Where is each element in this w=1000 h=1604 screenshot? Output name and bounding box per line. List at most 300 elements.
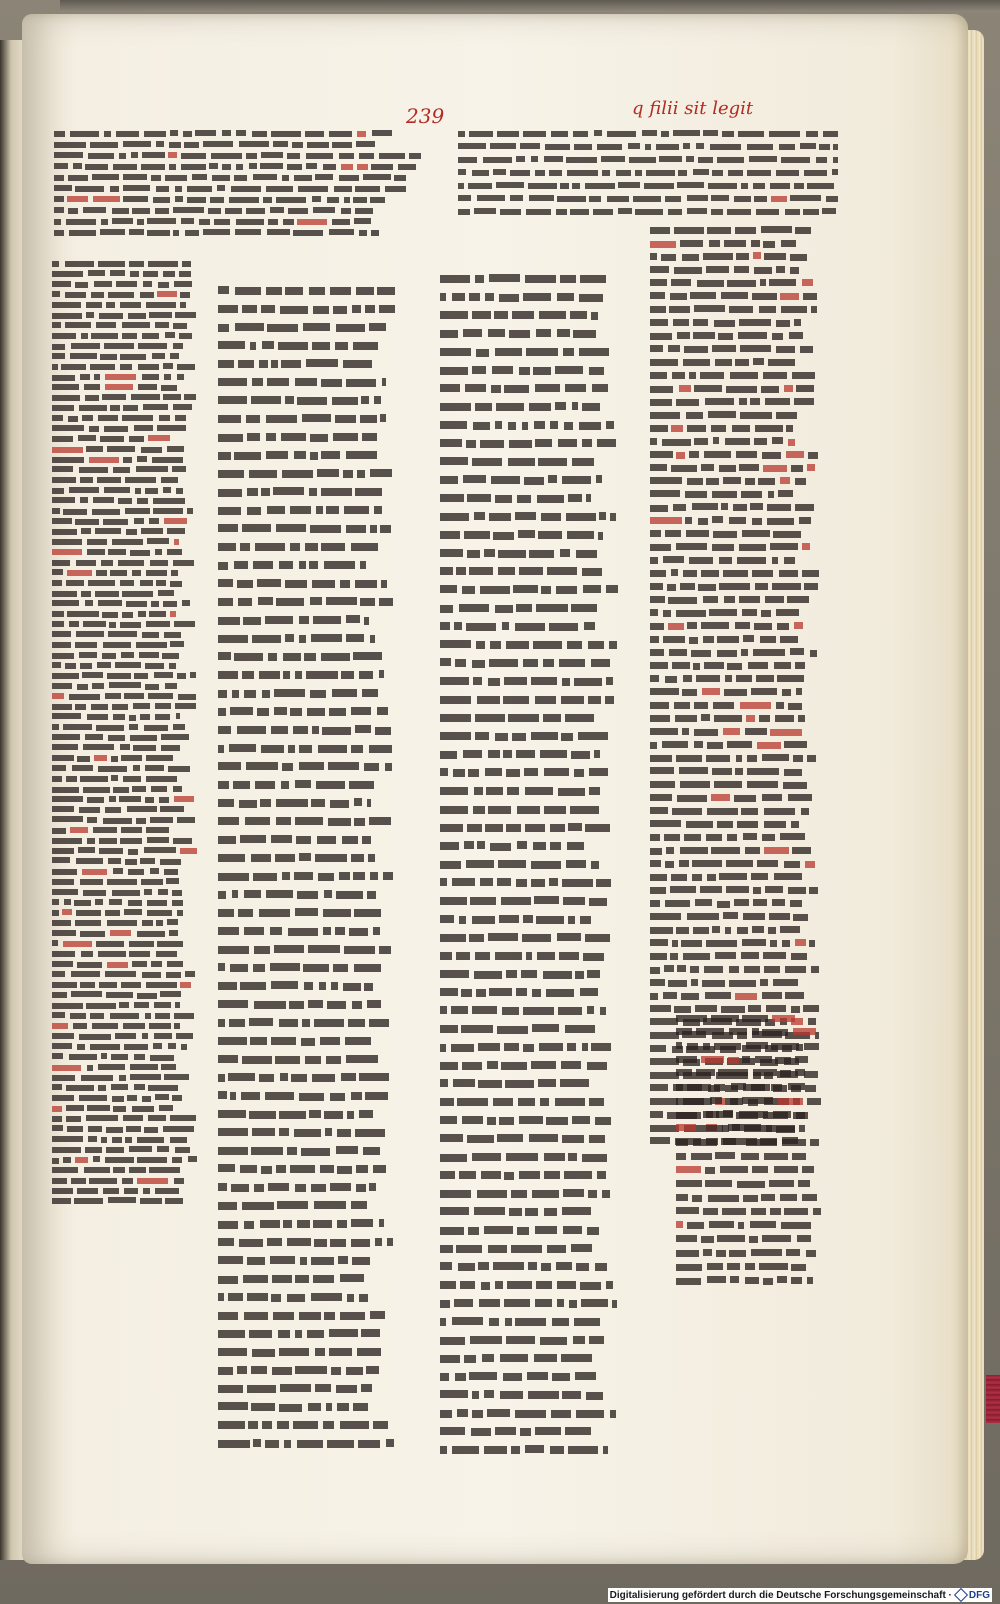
text-line-segment bbox=[440, 915, 454, 923]
text-line-segment bbox=[118, 560, 145, 566]
text-line-segment bbox=[693, 927, 709, 934]
text-line-segment bbox=[507, 1281, 532, 1289]
text-line-segment bbox=[218, 1385, 243, 1393]
text-line-segment bbox=[702, 980, 725, 987]
text-line-segment bbox=[69, 694, 100, 700]
text-line-segment bbox=[126, 601, 148, 607]
text-line-segment bbox=[367, 1000, 380, 1008]
text-line-segment bbox=[229, 1019, 245, 1027]
text-line-segment bbox=[727, 1263, 740, 1270]
text-line-segment bbox=[539, 311, 566, 319]
text-line-segment bbox=[704, 662, 724, 669]
text-line-segment bbox=[304, 653, 316, 661]
text-line-segment bbox=[156, 186, 169, 192]
text-line-segment bbox=[786, 1249, 800, 1256]
text-line-segment bbox=[177, 364, 195, 370]
text-line-segment bbox=[330, 1093, 345, 1101]
text-line-segment bbox=[282, 470, 313, 478]
text-line-segment bbox=[567, 641, 582, 649]
text-line-segment bbox=[584, 622, 596, 630]
text-line-segment bbox=[355, 1129, 385, 1137]
text-line-segment bbox=[113, 1167, 125, 1173]
text-line-segment bbox=[597, 439, 615, 447]
text-line-segment bbox=[52, 1084, 62, 1090]
text-line-segment bbox=[463, 750, 482, 758]
text-line-segment bbox=[440, 1300, 450, 1308]
text-line-segment bbox=[573, 1336, 585, 1344]
text-line-segment bbox=[591, 1043, 611, 1051]
text-line-segment bbox=[750, 503, 763, 510]
text-line-segment bbox=[312, 1074, 335, 1082]
text-line-segment bbox=[519, 367, 530, 375]
text-line-segment bbox=[687, 478, 704, 485]
text-line-segment bbox=[218, 1312, 238, 1320]
text-line-segment bbox=[644, 183, 674, 189]
text-line-segment bbox=[522, 934, 551, 942]
text-line-segment bbox=[723, 912, 738, 919]
text-line-segment bbox=[52, 1023, 68, 1029]
text-line-segment bbox=[496, 403, 523, 411]
text-line-segment bbox=[311, 634, 343, 642]
text-line-segment bbox=[279, 1348, 310, 1356]
text-line-segment bbox=[711, 425, 727, 432]
text-line-segment bbox=[309, 561, 318, 569]
text-line-segment bbox=[785, 966, 806, 973]
text-line-segment bbox=[253, 561, 273, 569]
text-line-segment bbox=[715, 359, 732, 366]
text-line-segment bbox=[312, 726, 319, 734]
text-line-segment bbox=[703, 130, 718, 136]
dfg-logo-text: DFG bbox=[968, 1589, 990, 1601]
text-line-segment bbox=[218, 799, 234, 807]
text-line-segment bbox=[148, 1085, 178, 1091]
text-line-segment bbox=[237, 580, 253, 588]
text-line-segment bbox=[242, 1056, 272, 1064]
text-line-segment bbox=[516, 750, 535, 758]
text-line-segment bbox=[650, 464, 667, 471]
text-line-segment bbox=[484, 549, 495, 557]
text-line-segment bbox=[351, 854, 363, 862]
text-line-segment bbox=[752, 518, 763, 525]
text-line-segment bbox=[299, 1312, 321, 1320]
text-line-segment bbox=[804, 170, 827, 176]
text-line-segment bbox=[52, 1065, 81, 1071]
text-line-segment bbox=[310, 690, 326, 698]
text-line-segment bbox=[149, 611, 166, 617]
text-line-segment bbox=[567, 1043, 576, 1051]
text-line-segment bbox=[75, 920, 101, 926]
text-line-segment bbox=[81, 1075, 113, 1081]
text-line-segment bbox=[83, 890, 106, 896]
text-line-segment bbox=[382, 378, 386, 386]
text-line-segment bbox=[650, 636, 659, 643]
text-line-segment bbox=[574, 769, 584, 777]
text-line-segment bbox=[689, 451, 699, 458]
text-line-segment bbox=[717, 821, 733, 828]
text-line-segment bbox=[440, 842, 459, 850]
text-line-segment bbox=[380, 414, 385, 422]
text-line-segment bbox=[52, 591, 77, 597]
text-line-segment bbox=[489, 1318, 499, 1326]
text-line-segment bbox=[650, 794, 672, 801]
text-line-segment bbox=[306, 671, 337, 679]
text-line-segment bbox=[773, 979, 798, 986]
text-line-segment bbox=[94, 755, 106, 761]
text-line-segment bbox=[125, 477, 156, 483]
text-line-segment bbox=[440, 1337, 465, 1345]
text-line-segment bbox=[561, 1061, 581, 1069]
text-line-segment bbox=[52, 879, 74, 885]
text-line-segment bbox=[832, 169, 838, 175]
text-line-segment bbox=[115, 1033, 135, 1039]
text-line-segment bbox=[472, 366, 486, 374]
text-line-segment bbox=[89, 426, 99, 432]
text-line-segment bbox=[98, 1064, 125, 1070]
text-line-segment bbox=[555, 366, 583, 374]
text-line-segment bbox=[519, 567, 543, 575]
text-line-segment bbox=[676, 1124, 696, 1131]
text-line-segment bbox=[82, 672, 103, 678]
text-line-segment bbox=[461, 1025, 493, 1033]
text-line-segment bbox=[93, 196, 120, 202]
text-line-segment bbox=[149, 312, 171, 318]
text-line-segment bbox=[246, 762, 277, 770]
text-line-segment bbox=[144, 847, 176, 853]
text-line-segment bbox=[668, 345, 680, 352]
text-line-segment bbox=[176, 713, 181, 719]
text-line-segment bbox=[155, 714, 170, 720]
text-line-segment bbox=[469, 1372, 497, 1380]
text-line-segment bbox=[290, 506, 311, 514]
text-line-segment bbox=[181, 153, 206, 159]
text-line-segment bbox=[544, 768, 570, 776]
text-line-segment bbox=[792, 1153, 806, 1160]
text-line-segment bbox=[359, 230, 367, 236]
text-line-segment bbox=[181, 164, 206, 170]
text-line-segment bbox=[762, 834, 775, 841]
text-line-segment bbox=[478, 1080, 502, 1088]
text-line-segment bbox=[607, 131, 636, 137]
text-line-segment bbox=[602, 170, 611, 176]
text-line-segment bbox=[674, 702, 689, 709]
text-line-segment bbox=[218, 1330, 245, 1338]
text-line-segment bbox=[777, 675, 803, 682]
text-line-segment bbox=[495, 733, 509, 741]
text-line-segment bbox=[600, 1007, 606, 1015]
text-line-segment bbox=[472, 1391, 478, 1399]
text-line-segment bbox=[52, 755, 74, 761]
text-line-segment bbox=[52, 889, 78, 895]
text-line-segment bbox=[440, 751, 457, 759]
text-line-segment bbox=[677, 332, 690, 339]
text-line-segment bbox=[711, 209, 723, 215]
text-line-segment bbox=[112, 704, 128, 710]
text-line-segment bbox=[99, 313, 123, 319]
text-line-segment bbox=[218, 946, 249, 954]
text-line-segment bbox=[650, 742, 657, 749]
text-line-segment bbox=[266, 287, 282, 295]
text-line-segment bbox=[602, 1190, 609, 1198]
text-line-segment bbox=[730, 1276, 739, 1283]
text-line-segment bbox=[69, 487, 99, 493]
text-line-segment bbox=[174, 539, 180, 545]
text-line-segment bbox=[563, 1189, 584, 1197]
text-line-segment bbox=[218, 708, 226, 716]
text-line-segment bbox=[777, 1276, 786, 1283]
text-line-segment bbox=[734, 196, 751, 202]
text-line-segment bbox=[295, 1366, 326, 1374]
text-line-segment bbox=[354, 218, 371, 224]
text-line-segment bbox=[371, 164, 393, 170]
text-line-segment bbox=[672, 808, 701, 815]
text-line-segment bbox=[753, 183, 765, 189]
text-line-segment bbox=[734, 266, 749, 273]
text-line-segment bbox=[467, 494, 491, 502]
text-line-segment bbox=[218, 543, 236, 551]
text-line-segment bbox=[694, 741, 704, 748]
text-line-segment bbox=[773, 1111, 790, 1118]
text-line-segment bbox=[755, 1056, 772, 1063]
text-line-segment bbox=[543, 714, 561, 722]
text-line-segment bbox=[792, 372, 816, 379]
text-line-segment bbox=[650, 623, 664, 630]
text-line-segment bbox=[701, 714, 710, 721]
text-line-segment bbox=[747, 170, 771, 176]
text-line-segment bbox=[120, 580, 134, 586]
text-line-segment bbox=[250, 342, 256, 350]
text-line-segment bbox=[208, 208, 222, 214]
text-line-segment bbox=[676, 1056, 697, 1063]
text-line-segment bbox=[247, 433, 261, 441]
text-line-segment bbox=[97, 477, 120, 483]
text-line-segment bbox=[561, 1354, 592, 1362]
text-line-segment bbox=[309, 287, 325, 295]
text-line-segment bbox=[218, 396, 247, 404]
text-line-segment bbox=[70, 131, 99, 137]
credit-text: Digitalisierung gefördert durch die Deutsche Forschungsgemeinschaft · bbox=[609, 1589, 952, 1601]
text-line-segment bbox=[727, 280, 756, 287]
text-line-segment bbox=[87, 549, 106, 555]
text-line-segment bbox=[541, 513, 561, 521]
text-line-segment bbox=[717, 636, 738, 643]
text-line-segment bbox=[311, 799, 325, 807]
text-line-segment bbox=[558, 1007, 582, 1015]
text-line-segment bbox=[720, 1166, 748, 1173]
text-line-segment bbox=[780, 1070, 790, 1077]
text-line-segment bbox=[379, 598, 393, 606]
text-line-segment bbox=[137, 219, 144, 225]
text-line-segment bbox=[589, 367, 605, 375]
text-line-segment bbox=[563, 348, 574, 356]
text-line-segment bbox=[245, 817, 270, 825]
text-line-segment bbox=[113, 787, 129, 793]
text-line-segment bbox=[525, 1445, 544, 1453]
text-line-segment bbox=[98, 1085, 106, 1091]
text-line-segment bbox=[155, 703, 171, 709]
text-line-segment bbox=[332, 219, 350, 225]
text-line-segment bbox=[52, 529, 77, 535]
text-line-segment bbox=[247, 1257, 265, 1265]
text-line-segment bbox=[156, 580, 166, 586]
text-line-segment bbox=[572, 183, 580, 189]
text-line-segment bbox=[501, 1062, 527, 1070]
text-line-segment bbox=[726, 386, 757, 393]
text-line-segment bbox=[703, 253, 733, 260]
text-line-segment bbox=[307, 142, 329, 148]
text-line-segment bbox=[175, 415, 186, 421]
text-line-segment bbox=[582, 1043, 588, 1051]
text-line-segment bbox=[147, 837, 169, 843]
text-line-segment bbox=[676, 1112, 701, 1119]
text-line-segment bbox=[352, 1257, 370, 1265]
text-line-segment bbox=[119, 1075, 126, 1081]
text-line-segment bbox=[576, 1263, 590, 1271]
text-line-segment bbox=[811, 306, 817, 313]
text-line-segment bbox=[230, 707, 252, 715]
text-line-segment bbox=[488, 806, 512, 814]
text-line-segment bbox=[80, 663, 92, 669]
text-line-segment bbox=[99, 838, 117, 844]
text-line-segment bbox=[86, 446, 103, 452]
text-line-segment bbox=[145, 488, 158, 494]
text-line-segment bbox=[140, 714, 150, 720]
text-line-segment bbox=[142, 1096, 151, 1102]
text-line-segment bbox=[326, 506, 339, 514]
text-line-segment bbox=[111, 756, 117, 762]
text-line-segment bbox=[253, 964, 266, 972]
text-line-segment bbox=[742, 1097, 773, 1104]
text-line-segment bbox=[218, 982, 237, 990]
text-line-segment bbox=[727, 209, 751, 215]
text-line-segment bbox=[650, 333, 672, 340]
text-line-segment bbox=[440, 714, 471, 722]
text-line-segment bbox=[105, 807, 122, 813]
text-line-segment bbox=[531, 677, 557, 685]
text-line-segment bbox=[164, 1074, 189, 1080]
text-line-segment bbox=[544, 806, 566, 814]
text-line-segment bbox=[79, 1095, 107, 1101]
text-line-segment bbox=[138, 364, 159, 370]
text-line-segment bbox=[696, 675, 720, 682]
text-line-segment bbox=[355, 725, 371, 733]
text-line-segment bbox=[187, 197, 206, 203]
text-line-segment bbox=[593, 209, 613, 215]
text-line-segment bbox=[92, 683, 104, 689]
text-line-segment bbox=[108, 735, 125, 741]
text-line-segment bbox=[137, 993, 157, 999]
text-line-segment bbox=[138, 384, 157, 390]
text-line-segment bbox=[232, 890, 238, 898]
text-line-segment bbox=[760, 636, 777, 643]
text-line-segment bbox=[218, 891, 226, 899]
text-line-segment bbox=[560, 275, 576, 283]
text-line-segment bbox=[110, 186, 119, 192]
text-line-segment bbox=[606, 585, 618, 593]
text-line-segment bbox=[497, 1026, 528, 1034]
text-line-segment bbox=[351, 1201, 366, 1209]
text-line-segment bbox=[52, 765, 66, 771]
text-line-segment bbox=[687, 208, 707, 214]
text-line-segment bbox=[684, 346, 708, 353]
text-line-segment bbox=[650, 570, 666, 577]
text-line-segment bbox=[170, 1115, 196, 1121]
text-line-segment bbox=[209, 163, 218, 169]
text-line-segment bbox=[452, 293, 465, 301]
text-line-segment bbox=[265, 1092, 295, 1100]
text-line-segment bbox=[102, 394, 127, 400]
text-line-segment bbox=[297, 1220, 310, 1228]
text-line-segment bbox=[534, 1354, 557, 1362]
text-line-segment bbox=[770, 1208, 781, 1215]
text-line-segment bbox=[254, 946, 270, 954]
text-line-segment bbox=[326, 1056, 341, 1064]
text-line-segment bbox=[456, 952, 470, 960]
text-line-segment bbox=[616, 170, 630, 176]
text-line-segment bbox=[261, 152, 283, 158]
text-line-segment bbox=[294, 1129, 321, 1137]
text-line-segment bbox=[754, 267, 772, 274]
text-line-segment bbox=[287, 1147, 297, 1155]
text-line-segment bbox=[108, 858, 120, 864]
text-line-segment bbox=[170, 581, 182, 587]
text-line-segment bbox=[807, 183, 834, 189]
text-line-segment bbox=[833, 157, 838, 163]
running-head: q filii sit legit bbox=[632, 98, 754, 119]
text-line-segment bbox=[74, 900, 91, 906]
text-line-segment bbox=[167, 528, 185, 534]
text-line-segment bbox=[343, 360, 372, 368]
text-line-segment bbox=[315, 854, 347, 862]
text-line-segment bbox=[745, 478, 755, 485]
text-line-segment bbox=[562, 678, 569, 686]
text-line-segment bbox=[275, 854, 296, 862]
text-line-segment bbox=[218, 507, 241, 515]
text-line-segment bbox=[124, 909, 142, 915]
text-line-segment bbox=[455, 659, 466, 667]
text-line-segment bbox=[650, 583, 663, 590]
text-line-segment bbox=[568, 823, 582, 831]
text-line-segment bbox=[591, 861, 599, 869]
text-line-segment bbox=[151, 601, 158, 607]
text-line-segment bbox=[515, 623, 545, 631]
text-line-segment bbox=[145, 765, 164, 771]
text-line-segment bbox=[528, 183, 557, 189]
text-line-segment bbox=[347, 1294, 354, 1302]
text-line-segment bbox=[218, 1402, 248, 1410]
text-line-segment bbox=[440, 421, 467, 429]
text-line-segment bbox=[458, 1263, 475, 1271]
text-line-segment bbox=[700, 372, 724, 379]
text-line-segment bbox=[564, 1171, 593, 1179]
text-line-segment bbox=[121, 982, 141, 988]
text-line-segment bbox=[524, 768, 537, 776]
text-line-segment bbox=[129, 436, 144, 442]
text-line-segment bbox=[568, 494, 582, 502]
text-line-segment bbox=[506, 1336, 535, 1344]
text-line-segment bbox=[452, 878, 475, 886]
text-line-segment bbox=[467, 550, 479, 558]
text-line-segment bbox=[180, 848, 197, 854]
text-line-segment bbox=[240, 835, 266, 843]
text-line-segment bbox=[816, 157, 827, 163]
text-line-segment bbox=[282, 763, 293, 771]
text-line-segment bbox=[222, 130, 231, 136]
text-line-segment bbox=[587, 970, 599, 978]
text-line-segment bbox=[537, 495, 564, 503]
text-line-segment bbox=[110, 570, 128, 576]
text-line-segment bbox=[775, 1057, 791, 1064]
text-line-segment bbox=[650, 728, 678, 735]
